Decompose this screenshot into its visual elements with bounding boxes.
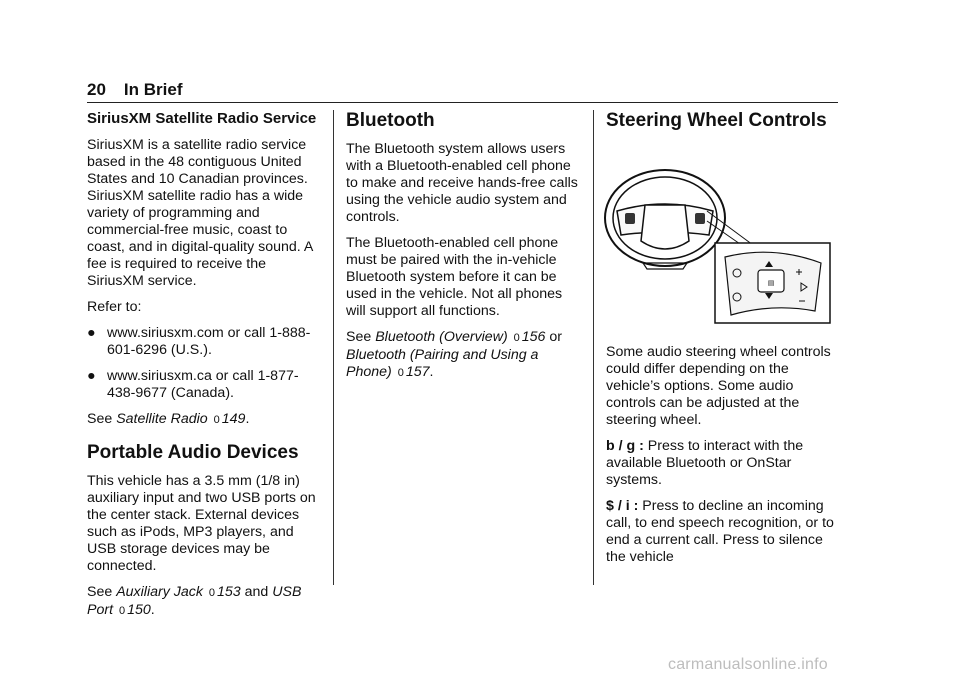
page-number: 20 — [87, 80, 106, 99]
page-ref-icon: 0 — [208, 587, 216, 599]
page-header — [87, 80, 838, 103]
see-bluetooth-ref — [346, 329, 582, 382]
column-middle — [346, 110, 582, 391]
or-word: or — [549, 329, 562, 345]
bluetooth-paragraph-2: The Bluetooth-enabled cell phone must be paired with the in-vehicle Bluetooth system before it can be used in the vehicle. Not all phones will support all functions. — [346, 235, 563, 319]
see-word: See — [87, 411, 113, 427]
bullet-us — [87, 325, 323, 359]
steering-controls-paragraph: Some audio steering wheel controls could differ depending on the vehicle’s options. Some audio controls can be adjusted at the steering wheel. — [606, 344, 831, 428]
bluetooth-overview-page[interactable]: 156 — [521, 329, 546, 345]
refer-to-text: Refer to: — [87, 299, 142, 315]
steering-wheel-illustration — [603, 145, 833, 325]
bullet-us-text: www.siriusxm.com or call 1-888-601-6296 (U.S.). — [107, 325, 311, 358]
bullet-canada-text: www.siriusxm.ca or call 1-877-438-9677 (Canada). — [107, 368, 299, 401]
portable-audio-paragraph: This vehicle has a 3.5 mm (1/8 in) auxiliary input and two USB ports on the center stack. External devices such as iPods, MP3 players, and USB storage devices may be connected. — [87, 473, 316, 574]
satellite-radio-link[interactable]: Satellite Radio — [116, 411, 208, 427]
portable-audio-heading: Portable Audio Devices — [87, 442, 299, 463]
bluetooth-pairing-page[interactable]: 157 — [405, 364, 430, 380]
see-word: See — [87, 584, 113, 600]
watermark[interactable]: carmanualsonline.info — [668, 656, 828, 673]
left-spoke-buttons — [625, 213, 635, 224]
steering-controls-heading: Steering Wheel Controls — [606, 110, 827, 131]
column-left — [87, 110, 323, 629]
siriusxm-heading: SiriusXM Satellite Radio Service — [87, 110, 317, 127]
page-ref-icon: 0 — [213, 414, 220, 426]
push-to-talk-symbol: b / g : — [606, 438, 644, 454]
bluetooth-pairing-link[interactable]: Bluetooth (Pairing and Using a Phone) — [346, 347, 539, 380]
bluetooth-paragraph-1: The Bluetooth system allows users with a Bluetooth-enabled cell phone to make and receive hands-free calls using the vehicle audio system and controls. — [346, 141, 578, 225]
usb-port-page[interactable]: 150 — [127, 602, 151, 618]
auxiliary-jack-page[interactable]: 153 — [217, 584, 241, 600]
see-satellite-ref — [87, 411, 323, 429]
bluetooth-heading: Bluetooth — [346, 110, 435, 131]
column-divider-right — [593, 110, 594, 585]
press-decline-item — [606, 498, 842, 566]
page-ref-icon: 0 — [118, 605, 126, 617]
see-word: See — [346, 329, 372, 345]
src-button-glyph: ▤ — [767, 280, 775, 287]
period: . — [150, 602, 155, 618]
and-word: and — [244, 584, 269, 600]
right-spoke-buttons — [695, 213, 705, 224]
auxiliary-jack-link[interactable]: Auxiliary Jack — [116, 584, 203, 600]
press-interact-item — [606, 438, 842, 489]
callout-line — [707, 211, 753, 245]
section-title: In Brief — [123, 80, 183, 99]
column-right — [606, 110, 842, 575]
end-call-symbol: $ / i : — [606, 498, 639, 514]
page-ref-icon: 0 — [397, 367, 404, 379]
see-aux-usb-ref — [87, 584, 323, 620]
bluetooth-overview-link[interactable]: Bluetooth (Overview) — [375, 329, 508, 345]
page-ref-icon: 0 — [513, 332, 520, 344]
bullet-icon: ● — [87, 325, 96, 341]
bullet-icon: ● — [87, 368, 96, 384]
steering-wheel-hub — [641, 205, 689, 249]
press-interact-text: Press to interact with the available Bluetooth or OnStar systems. — [606, 438, 804, 488]
bullet-canada — [87, 368, 323, 402]
press-decline-text: Press to decline an incoming call, to end speech recognition, or to end a current call. Press to silence the vehicle — [606, 498, 834, 565]
usb-port-link[interactable]: USB Port — [87, 584, 302, 618]
period: . — [245, 411, 250, 427]
satellite-radio-page[interactable]: 149 — [221, 411, 246, 427]
column-divider-left — [333, 110, 334, 585]
period: . — [429, 364, 434, 380]
siriusxm-paragraph: SiriusXM is a satellite radio service based in the 48 contiguous United States and 10 Canadian provinces. SiriusXM satellite radio has a wide variety of programming and commercial-free music, coast to coast, and in digital-quality sound. A fee is required to receive the SiriusXM service. — [87, 137, 313, 289]
